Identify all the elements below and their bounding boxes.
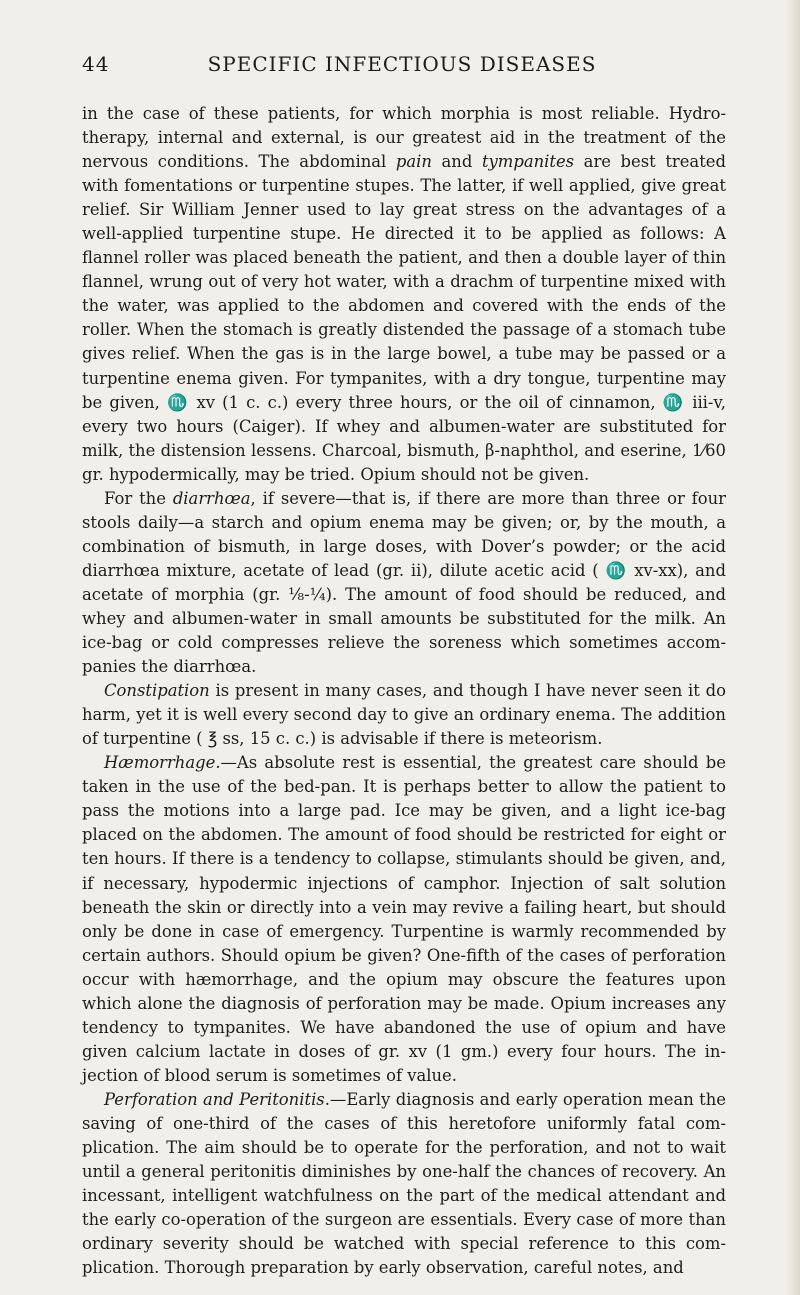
- text-run: .—Early diagnosis and early operation mean the saving of one-third of the cases of this heretofore uniformly fatal complication. The aim should be to operate for the perforation, and not to wait until a general peritonitis diminishes by one-half the chances of recovery. An incessant, intelligent watchfulness on the part of the medical attendant and the early co-operation of the surgeon are essentials. Every case of more than ordinary severity should be watched with special reference to this complication. Thorough preparation by early observation, careful notes, and: [82, 1089, 726, 1278]
- text-run: For the: [104, 488, 173, 508]
- italic-term: Constipation: [104, 681, 210, 701]
- running-title: SPECIFIC INFECTIOUS DISEASES: [207, 52, 597, 76]
- italic-term: tympanites: [481, 152, 575, 172]
- body-text: [82, 102, 726, 1280]
- running-header: [82, 52, 722, 80]
- text-run: , if severe—that is, if there are more than three or four stools daily—a starch and opium enema may be given; or, by the mouth, a combination of bismuth, in large doses, with Dover’s powder; or the acid diarrhœa mixture, acetate of lead (gr. ii), dilute acetic acid ( ♏ xv-xx), and acetate of morphia (gr. ⅛-¼). The amount of food should be reduced, and whey and albumen-water in small amounts be substituted for the milk. An ice-bag or cold compresses relieve the soreness which sometimes accompanies the diarrhœa.: [82, 488, 726, 677]
- text-run: are best treated with fomentations or turpentine stupes. The latter, if well applied, give great relief. Sir William Jenner used to lay great stress on the advantages of a well-applied turpentine stupe. He directed it to be applied as follows: A flannel roller was placed beneath the patient, and then a double layer of thin flannel, wrung out of very hot water, with a drachm of turpentine mixed with the water, was applied to the abdomen and covered with the ends of the roller. When the stomach is greatly distended the passage of a stomach tube gives relief. When the gas is in the large bowel, a tube may be passed or a turpentine enema given. For tympanites, with a dry tongue, turpentine may be given, ♏ xv (1 c. c.) every three hours, or the oil of cinnamon, ♏ iii-v, every two hours (Caiger). If whey and albumen-water are substituted for milk, the distension lessens. Charcoal, bismuth, β-naphthol, and eserine, 1⁄60 gr. hypodermically, may be tried. Opium should not be given.: [82, 152, 726, 484]
- italic-term: Hæmorrhage: [104, 753, 216, 773]
- text-run: .—As absolute rest is essential, the greatest care should be taken in the use of the bed-pan. It is perhaps better to allow the patient to pass the motions into a large pad. Ice may be given, and a light ice-bag placed on the abdomen. The amount of food should be restricted for eight or ten hours. If there is a tendency to collapse, stimulants should be given, and, if necessary, hypodermic injections of camphor. Injection of salt solution beneath the skin or directly into a vein may revive a failing heart, but should only be done in case of emergency. Turpentine is warmly recommended by certain authors. Should opium be given? One-fifth of the cases of perforation occur with hæmorrhage, and the opium may obscure the features upon which alone the diagnosis of perforation may be made. Opium increases any tendency to tympanites. We have abandoned the use of opium and have given calcium lactate in doses of gr. xv (1 gm.) every four hours. The injection of blood serum is sometimes of value.: [82, 753, 726, 1085]
- italic-term: pain: [395, 152, 432, 172]
- italic-term: diarrhœa: [172, 488, 251, 508]
- paragraph: [82, 751, 726, 1088]
- paragraph: [82, 679, 726, 751]
- page-number: 44: [82, 52, 110, 76]
- page-edge-shadow: [786, 0, 800, 1295]
- text-run: and: [431, 152, 482, 172]
- paragraph: [82, 1088, 726, 1280]
- paragraph: [82, 487, 726, 679]
- paragraph: [82, 102, 726, 487]
- text-run: in the case of these patients, for which morphia is most reliable. Hydrotherapy, internal and external, is our greatest aid in the treatment of the nervous conditions. The abdominal: [82, 104, 726, 172]
- italic-term: Perforation and Peritonitis: [104, 1089, 325, 1109]
- text-run: is present in many cases, and though I have never seen it do harm, yet it is well every second day to give an ordinary enema. The addition of turpentine ( ℥ ss, 15 c. c.) is advisable if there is meteorism.: [82, 681, 726, 749]
